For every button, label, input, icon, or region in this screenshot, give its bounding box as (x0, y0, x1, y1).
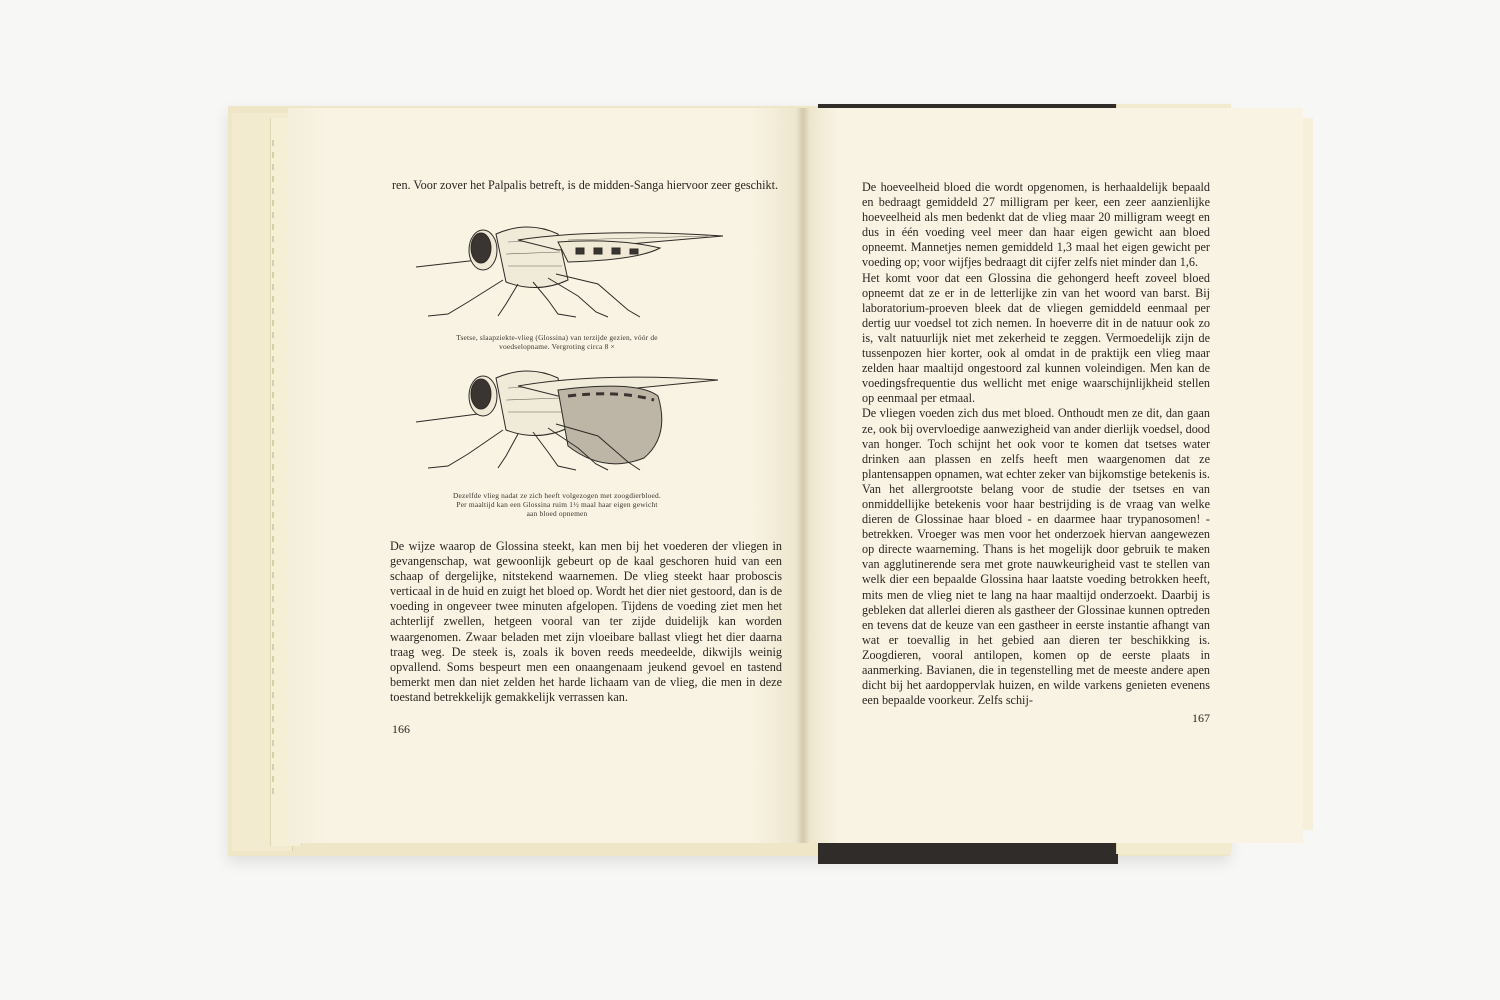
left-body-text: De wijze waarop de Glossina steekt, kan men bij het voederen der vliegen in gevangenschap, wat gewoonlijk gebeurt op de kaal geschoren huid van een schaap of dergelijke, nitstekend waarnemen. De vlieg steekt haar proboscis verticaal in de huid en zuigt het bloed op. Wordt het dier niet gestoord, dan is de voeding in ongeveer twee minuten afgelopen. Tijdens de voeding ziet men het achterlijf zwellen, hetgeen vooral van ter zijde duidelijk kan worden waargenomen. Zwaar beladen met zijn vloeibare ballast vliegt het dier daarna traag weg. De steek is, zoals ik boven reeds meedeelde, dikwijls weinig opvallend. Soms bespeurt men een onaangenaam jeukend gevoel en tastend bemerkt men dan niet zelden het harde lichaam van de vlieg, die men in deze toestand betrekkelijk gemakkelijk verrassen kan. (390, 539, 782, 704)
paragraph: Van het allergrootste belang voor de studie der tsetses en van onmiddellijke betekenis voor haar bestrijding is de vraag van welke dieren de Glossinae haar bloed - en daarmee haar trypanosomen! - betrekken. Vroeger was men voor het onderzoek hiervan aangewezen op directe waarneming. Thans is het mogelijk door gebruik te maken van agglutinerende sera met grote nauwkeurigheid vast te stellen van welk dier een bepaalde Glossina haar laatste voeding betrokken heeft, mits men de vlieg niet te lang na haar maaltijd onderzoekt. Daarbij is gebleken dat allerlei dieren als gastheer der Glossinae kunnen optreden en tevens dat de keuze van een gastheer in eerste instantie afhangt van wat er toevallig in het gebied aan dieren ter beschikking is. Zoogdieren, vooral antilopen, komen op de eerste plaats in aanmerking. Bavianen, die in tegenstelling met de meeste andere apen dicht bij het aardoppervlak huizen, en wilde varkens genieten evenens een bepaalde voorkeur. Zelfs schij- (862, 481, 1210, 708)
paragraph: Het komt voor dat een Glossina die gehongerd heeft zoveel bloed opneemt dat ze er in de letterlijke zin van het woord van barst. Bij laboratorium-proeven bleek dat de vliegen gemiddeld eenmaal per dertig uur voedsel tot zich nemen. In hoeverre dit in de natuur ook zo is, valt natuurlijk niet met zekerheid te zeggen. Vermoedelijk zijn de tussenpozen hier korter, ook al omdat in de praktijk een vlieg maar zelden haar maaltijd ongestoord zal kunnen voleindigen. Men kan de voedingsfrequentie dus wellicht met enige waarschijnlijkheid stellen op eenmaal per etmaal. (862, 270, 1210, 406)
paragraph: De vliegen voeden zich dus met bloed. Onthoudt men ze dit, dan gaan ze, ook bij overvloedige aanwezigheid van ander dierlijk voedsel, dood van honger. Toch schijnt het ook voor te komen dat tsetses water drinken aan plassen en zelfs heeft men waargenomen dat ze plantensappen opnamen, wat echter zeker van bijkomstige betekenis is. (862, 406, 1210, 481)
page-number-left: 166 (392, 722, 410, 736)
board-stitching (272, 140, 276, 800)
tsetse-fly-illustration (408, 222, 728, 322)
page-number-right: 167 (1192, 711, 1210, 725)
paragraph: De hoeveelheid bloed die wordt opgenomen, is herhaaldelijk bepaald en bedraagt gemiddeld 27 milligram per keer, een zeer aanzienlijke hoeveelheid als men bedenkt dat de vlieg maar 20 milligram weegt en dus in één voeding veel meer dan haar eigen gewicht aan bloed opneemt. Mannetjes nemen gemiddeld 1,3 maal het eigen gewicht per voeding op; voor wijfjes bedraagt dit cijfer zelfs niet minder dan 1,6. (862, 180, 1210, 270)
right-body-text (862, 180, 1210, 708)
engorged-tsetse-fly-illustration (408, 366, 728, 478)
left-intro-text: ren. Voor zover het Palpalis betreft, is de midden-Sanga hiervoor zeer geschikt. (392, 178, 779, 192)
figure-caption-2: Dezelfde vlieg nadat ze zich heeft volgezogen met zoogdierbloed. Per maaltijd kan een Glossina ruim 1½ maal haar eigen gewicht aan bloed opnemen (453, 491, 661, 519)
book-gutter (796, 108, 810, 843)
figure-caption-1: Tsetse, slaapziekte-vlieg (Glossina) van terzijde gezien, vóór de voedselopname. Vergroting circa 8 × (456, 333, 658, 352)
